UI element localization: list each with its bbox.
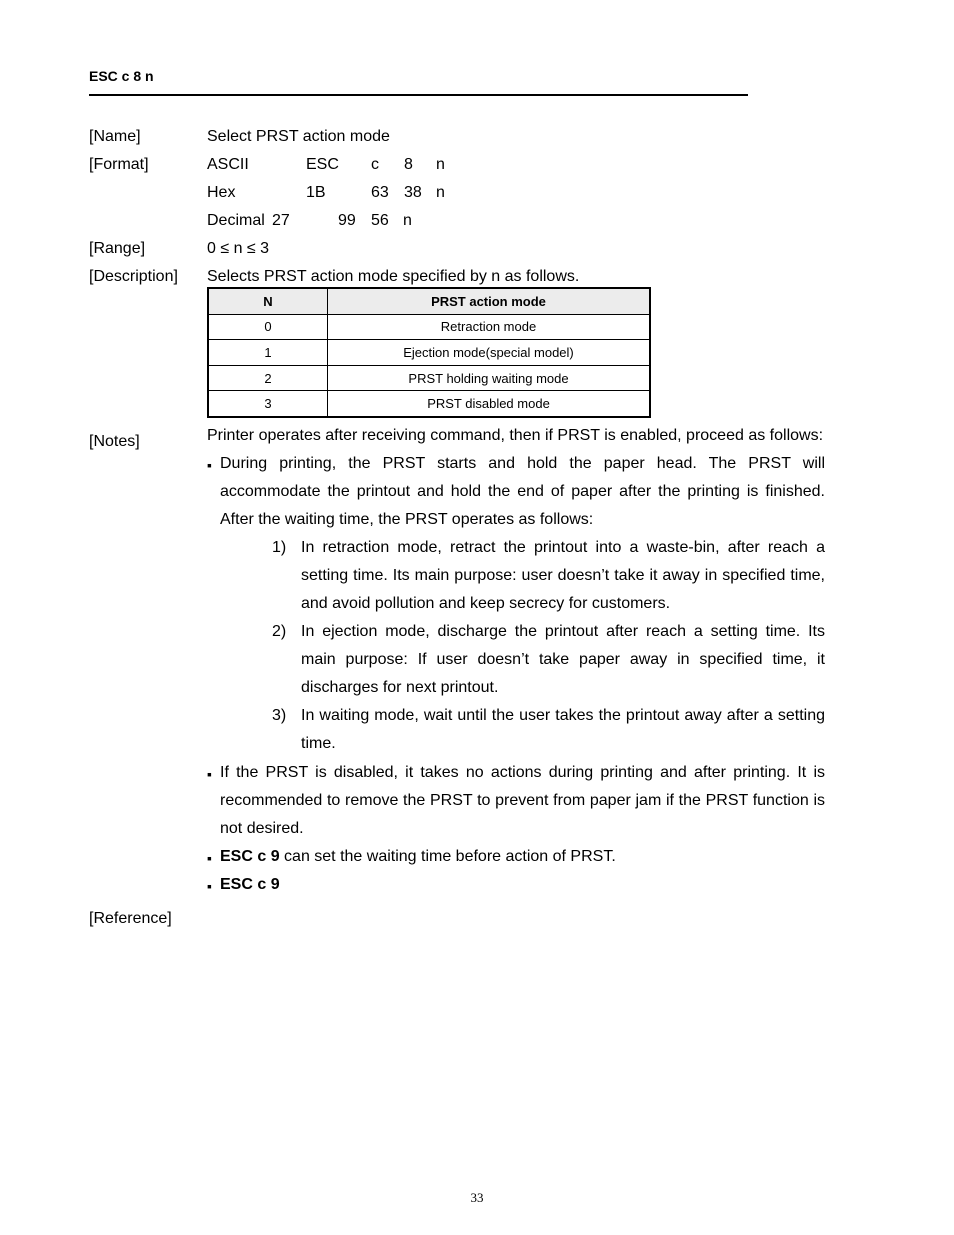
label-range: [Range] [89, 240, 146, 257]
format-decimal-n: n [403, 212, 412, 229]
page-heading: ESC c 8 n [89, 68, 154, 84]
format-ascii-n: n [436, 156, 445, 173]
table-cell-n: 3 [208, 391, 328, 417]
notes-bullet-esc-c9-waiting [220, 843, 825, 871]
format-ascii-8: 8 [404, 156, 413, 173]
notes-intro: Printer operates after receiving command, then if PRST is enabled, proceed as follows: [207, 427, 824, 444]
notes-item-number: 2) [272, 623, 287, 640]
notes-bullet-during-printing: During printing, the PRST starts and hold the paper head. The PRST will accommodate the printout and hold the end of paper after the printing is finished. After the waiting time, the PRST operates as follows: [220, 455, 825, 528]
format-decimal-56: 56 [371, 212, 389, 229]
command-name: ESC c 9 [220, 848, 280, 865]
format-hex-38: 38 [404, 184, 422, 201]
format-hex-label: Hex [207, 184, 236, 201]
notes-bullet-esc-c9: ESC c 9 [220, 876, 280, 893]
notes-item-number: 1) [272, 539, 287, 556]
table-cell-mode: PRST holding waiting mode [328, 365, 651, 391]
table-cell-n: 0 [208, 314, 328, 340]
bullet-icon: ▪ [207, 878, 212, 894]
table-cell-n: 2 [208, 365, 328, 391]
bullet-text: can set the waiting time before action of PRST. [279, 848, 616, 865]
format-hex-63: 63 [371, 184, 389, 201]
table-cell-mode: Ejection mode(special model) [328, 340, 651, 366]
range-value: 0 ≤ n ≤ 3 [207, 240, 270, 257]
format-decimal-99: 99 [338, 212, 356, 229]
notes-item-number: 3) [272, 707, 287, 724]
label-description: [Description] [89, 268, 178, 285]
format-ascii-esc: ESC [306, 156, 339, 173]
format-hex-1b: 1B [306, 184, 326, 201]
label-format: [Format] [89, 156, 149, 173]
format-ascii-c: c [371, 156, 379, 173]
table-header-n: N [208, 288, 328, 314]
table-row [208, 314, 650, 340]
notes-item-retraction: In retraction mode, retract the printout into a waste-bin, after reach a setting time. Its main purpose: user doesn’t take it away in specified time, and avoid pollution and keep secrecy for customers. [301, 539, 825, 612]
table-header-mode: PRST action mode [328, 288, 651, 314]
name-value: Select PRST action mode [207, 128, 390, 145]
bullet-icon: ▪ [207, 766, 212, 782]
format-decimal-label: Decimal [207, 212, 265, 229]
table-row [208, 340, 650, 366]
format-hex-n: n [436, 184, 445, 201]
label-notes: [Notes] [89, 433, 140, 450]
format-decimal-27: 27 [272, 212, 290, 229]
table-cell-mode: Retraction mode [328, 314, 651, 340]
notes-item-ejection: In ejection mode, discharge the printout after reach a setting time. Its main purpose: If user doesn’t take paper away in specified time, it discharges for next printout. [301, 623, 825, 696]
prst-mode-table [207, 287, 651, 418]
table-header-row [208, 288, 650, 314]
table-cell-mode: PRST disabled mode [328, 391, 651, 417]
notes-bullet-disabled: If the PRST is disabled, it takes no actions during printing and after printing. It is recommended to remove the PRST to prevent from paper jam if the PRST function is not desired. [220, 764, 825, 837]
description-text: Selects PRST action mode specified by n as follows. [207, 268, 580, 285]
table-row [208, 365, 650, 391]
page-number: 33 [470, 1190, 484, 1205]
label-reference: [Reference] [89, 910, 172, 927]
table-cell-n: 1 [208, 340, 328, 366]
label-name: [Name] [89, 128, 141, 145]
format-ascii-label: ASCII [207, 156, 249, 173]
bullet-icon: ▪ [207, 457, 212, 473]
bullet-icon: ▪ [207, 850, 212, 866]
table-row [208, 391, 650, 417]
notes-item-waiting: In waiting mode, wait until the user takes the printout away after a setting time. [301, 707, 825, 752]
heading-rule [89, 94, 748, 96]
